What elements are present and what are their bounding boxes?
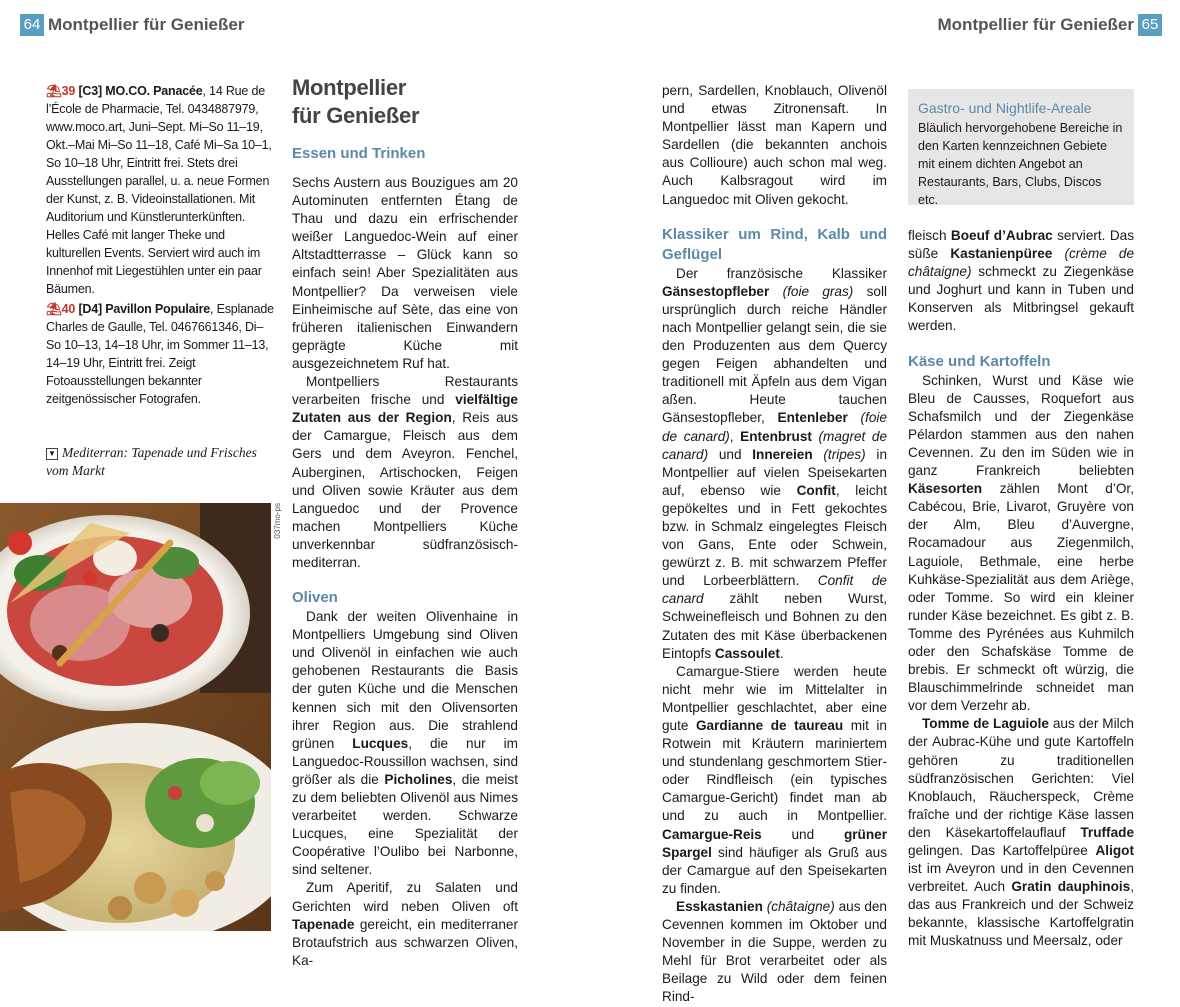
sidebar-listings	[46, 82, 274, 410]
listing-marker: 40	[61, 302, 76, 316]
food-photo	[0, 503, 271, 931]
page-number-right: 65	[1138, 14, 1162, 36]
museum-icon: ⛱	[46, 302, 62, 316]
paragraph: Sechs Austern aus Bouzigues am 20 Autominuten entfernten Étang de Thau und dazu ein erfrischender weißer Languedoc-Wein auf einer Altstadtterrasse – Glück kann so einfach sein! Aber Spezialitäten aus Montpellier? Da verweisen viele Einheimische auf Sète, das eine von früheren italienischen Einwandern geprägte Küche mit ausgezeichnetem Ruf hat.	[292, 175, 518, 371]
paragraph: Montpelliers Restaurants verarbeiten frische und vielfältige Zutaten aus der Region, Reis aus der Camargue, Fleisch aus dem Gers und dem Aveyron. Fenchel, Auberginen, Artischocken, Feigen und Oliven sowie Kräuter aus dem Languedoc und der Provence machen Montpelliers Küche unverkennbar südfranzösisch-mediterran.	[292, 374, 518, 570]
page-title-line-1: Montpellier	[292, 75, 407, 100]
page-title	[292, 74, 518, 130]
section-heading-klassiker: Klassiker um Rind, Kalb und Geflügel	[662, 225, 887, 263]
listing-name: Pavillon Populaire	[105, 302, 211, 316]
listing-grid: [C3]	[78, 84, 102, 98]
section-heading-oliven: Oliven	[292, 589, 338, 607]
photo-caption	[46, 444, 272, 480]
listing-grid: [D4]	[78, 302, 102, 316]
page-number-left: 64	[20, 14, 44, 36]
caption-text: Mediterran: Tapenade und Frisches vom Markt	[46, 445, 257, 478]
paragraph: Dank der weiten Olivenhaine in Montpelliers Umgebung sind Oliven und Olivenöl in einfachen wie auch gehobenen Restaurants die Basis der guten Küche und die Menschen kennen sich mit den Olivensorten ihrer Region aus. Die strahlend grünen Lucques, die nur im Languedoc-Roussillon wachsen, sind größer als die Picholines, die meist zu dem beliebten Olivenöl aus Nimes verarbeitet werden. Schwarze Lucques, eine Spezialität der Coopérative l’Oulibo bei Narbonne, sind seltener.	[292, 609, 519, 878]
paragraph: Tomme de Laguiole aus der Milch der Aubrac-Kühe und gute Kartoffeln gehören zu traditionellen südfranzösischen Gerichten: Viel Knoblauch, Räucherspeck, Crème fraîche und der richtige Käse lassen den Käsekartoffelauflauf Truffade gelingen. Das Kartoffelpüree Aligot ist im Aveyron und in den Cevennen verbreitet. Auch Gratin dauphinois, das aus Frankreich und der Schweiz bekannte, klassische Kartoffelgratin mit Muskatnuss und Meersalz, oder	[908, 716, 1134, 949]
info-box	[908, 89, 1134, 205]
listing-entry	[46, 300, 274, 408]
paragraph: Zum Aperitif, zu Salaten und Gerichten wird neben Oliven oft Tapenade gereicht, ein mediterraner Brotaufstrich aus schwarzen Oliven, Ka-	[292, 880, 518, 968]
paragraph: fleisch Boeuf d’Aubrac serviert. Das süße Kastanienpüree (crème de châtaigne) schmeckt zu Ziegenkäse und Joghurt und kann in Tuben und Konserven als Mitbringsel gekauft werden.	[908, 228, 1135, 334]
listing-marker: 39	[61, 84, 76, 98]
listing-text: , Esplanade Charles de Gaulle, Tel. 0467661346, Di–So 10–13, 14–18 Uhr, im Sommer 11–13, 14–19 Uhr, Eintritt frei. Zeigt Fotoausstellungen bekannter zeitgenössischer Fotografen.	[46, 302, 274, 406]
info-box-title: Gastro- und Nightlife-Areale	[918, 100, 1092, 116]
page-title-line-2: für Genießer	[292, 103, 420, 128]
section-heading-essen: Essen und Trinken	[292, 145, 426, 162]
text-column-4	[908, 227, 1134, 951]
running-head-right: Montpellier für Genießer	[937, 15, 1134, 34]
text-column-2	[292, 74, 518, 970]
museum-icon: ⛱	[46, 84, 62, 98]
paragraph: Camargue-Stiere werden heute nicht mehr wie im Mittelalter in Montpellier geschlachtet, aber eine gute Gardianne de taureau mit in Rotwein mit Kräutern mariniertem und stundenlang geschmortem Stier- oder Rindfleisch (ein typisches Camargue-Gericht) findet man ab und zu auch in Montpellier. Camargue-Reis und grüner Spargel sind häufiger als Gruß aus der Camargue auf den Speisekarten zu finden.	[662, 663, 887, 896]
listing-entry	[46, 82, 274, 298]
running-head-left: Montpellier für Genießer	[48, 15, 245, 34]
listing-name: MO.CO. Panacée	[105, 84, 203, 98]
photo-credit: 037mo-ps	[273, 503, 282, 539]
paragraph: pern, Sardellen, Knoblauch, Olivenöl und etwas Zitronensaft. In Montpellier lässt man Kapern und Sardellen (die bekannten anchois aus Collioure) auch schon mal weg. Auch Kalbsragout wird im Languedoc mit Oliven gekocht.	[662, 83, 887, 207]
section-heading-kaese: Käse und Kartoffeln	[908, 352, 1051, 370]
caption-arrow-icon: ▼	[46, 448, 58, 460]
paragraph: Esskastanien (châtaigne) aus den Cevennen kommen im Oktober und November in die Suppe, werden zu Mehl für Brot verarbeitet oder als Beilage zu Wild oder dem feinen Rind-	[662, 898, 887, 1005]
info-box-text: Bläulich hervorgehobene Bereiche in den Karten kennzeichnen Gebiete mit einem dichten Angebot an Restaurants, Bars, Clubs, Discos etc.	[918, 121, 1123, 207]
paragraph: Der französische Klassiker Gänsestopfleber (foie gras) soll ursprünglich durch reiche Händler nach Montpellier gelangt sein, die sie den Produzenten aus dem Quercy gegen Feigen abhandelten und traditionell mit Äpfeln aus dem Vigan aßen. Heute tauchen Gänsestopfleber, Entenleber (foie de canard), Entenbrust (magret de canard) und Innereien (tripes) in Montpellier auf vielen Speisekarten auf, ebenso wie Confit, leicht gepökeltes und in Fett gekochtes bzw. in Schmalz eingelegtes Fleisch von Gans, Ente oder Schwein, gewürzt z. B. mit schwarzem Pfeffer und Lorbeerblättern. Confit de canard zählt neben Wurst, Schweinefleisch und Bohnen zu den Zutaten des mit Käse überbackenen Eintopfs Cassoulet.	[662, 265, 888, 661]
paragraph: Schinken, Wurst und Käse wie Bleu de Causses, Roquefort aus Schafsmilch und der Ziegenkäse Pélardon stammen aus den nahen Cevennen. Zu den im Süden wie in ganz Frankreich beliebten Käsesorten zählen Mont d’Or, Cabécou, Brie, Livarot, Gruyère von der Alm, Bleu d’Auvergne, Rocamadour aus Ziegenmilch, Laguiole, Bethmale, eine herbe Kuhkäse-Spezialität aus dem Ariège, oder Tomme. So wird ein kleiner runder Käse bezeichnet. Es gibt z. B. Tomme des Pyrénées aus Kuhmilch oder den Schafskäse Tomme de brebis. Er schmeckt oft würzig, die Blauschimmelrinde schneidet man vor dem Verzehr ab.	[908, 372, 1134, 714]
listing-text: , 14 Rue de l’École de Pharmacie, Tel. 0434887979, www.moco.art, Juni–Sept. Mi–So 11–19, Okt.–Mai Mi–So 11–18, Café Mi–Sa 10–1, So 10–18 Uhr, Eintritt frei. Stets drei Ausstellungen parallel, u. a. neue Formen der Kunst, z. B. Videoinstallationen. Mit Auditorium und Künstlerunterkünften. Helles Café mit langer Theke und kulturellen Events. Serviert wird auch im Innenhof mit Liegestühlen unter ein paar Bäumen.	[46, 84, 272, 296]
text-column-3	[662, 82, 887, 1007]
